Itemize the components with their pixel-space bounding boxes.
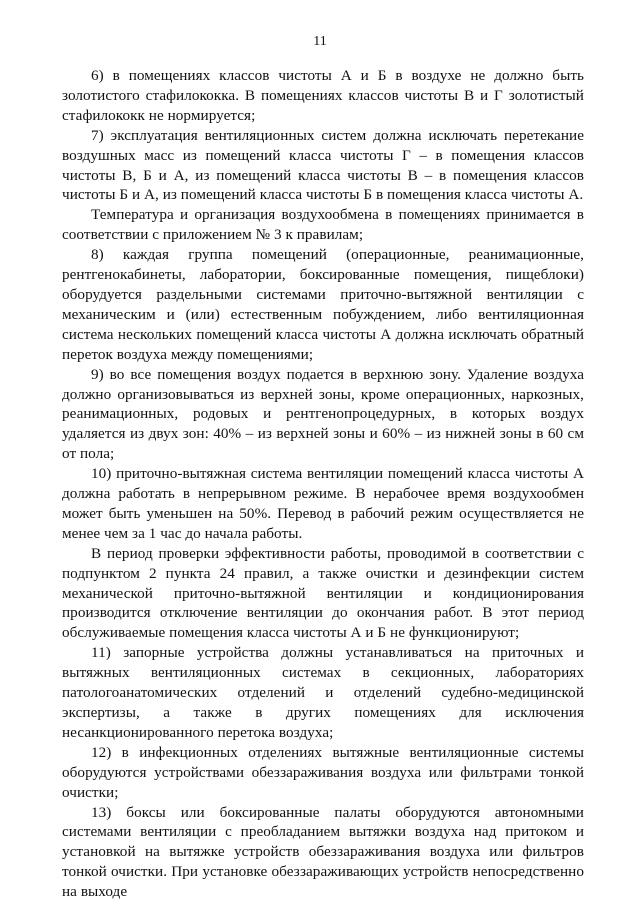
paragraph-item-13: 13) боксы или боксированные палаты оборудуются автономными системами вентиляции с преобладанием вытяжки воздуха над притоком и установкой на вытяжке устройств обеззараживания воздуха или фильтров тонкой очистки. При установке обеззараживающих устройств непосредственно на выходе — [62, 803, 584, 901]
paragraph-temperature: Температура и организация воздухообмена в помещениях принимается в соответствии с приложением № 3 к правилам; — [62, 206, 584, 244]
paragraph-item-7: 7) эксплуатация вентиляционных систем должна исключать перетекание воздушных масс из помещений класса чистоты Г – в помещения классов чистоты В, Б и А, из помещений класса чистоты В – в помещения классов чистоты Б и А, из помещений класса чистоты Б в помещения класса чистоты А. — [62, 126, 584, 204]
paragraph-item-9: 9) во все помещения воздух подается в верхнюю зону. Удаление воздуха должно организовываться из верхней зоны, кроме операционных, наркозных, реанимационных, родовых и рентгенопроцедурных, в которых воздух удаляется из двух зон: 40% – из верхней зоны и 60% – из нижней зоны в 60 см от пола; — [62, 365, 584, 463]
paragraph-item-12: 12) в инфекционных отделениях вытяжные вентиляционные системы оборудуются устройствами обеззараживания воздуха или фильтрами тонкой очистки; — [62, 743, 584, 801]
paragraph-inspection-period: В период проверки эффективности работы, проводимой в соответствии с подпунктом 2 пункта 24 правил, а также очистки и дезинфекции систем механической приточно-вытяжной вентиляции и кондиционирования производится отключение вентиляции до окончания работ. В этот период обслуживаемые помещения класса чистоты А и Б не функционируют; — [62, 544, 584, 642]
document-body — [62, 66, 584, 902]
page-number: 11 — [313, 34, 327, 49]
paragraph-item-11: 11) запорные устройства должны устанавливаться на приточных и вытяжных вентиляционных системах в секционных, лабораториях патологоанатомических отделений и отделений судебно-медицинской экспертизы, а также в других помещениях для исключения несанкционированного перетока воздуха; — [62, 644, 584, 741]
paragraph-item-6: 6) в помещениях классов чистоты А и Б в воздухе не должно быть золотистого стафилококка. В помещениях классов чистоты В и Г золотистый стафилококк не нормируется; — [62, 67, 584, 124]
paragraph-item-10: 10) приточно-вытяжная система вентиляции помещений класса чистоты А должна работать в непрерывном режиме. В нерабочее время воздухообмен может быть уменьшен на 50%. Перевод в рабочий режим осуществляется не менее чем за 1 час до начала работы. — [62, 465, 584, 542]
paragraph-item-8: 8) каждая группа помещений (операционные, реанимационные, рентгенокабинеты, лаборатории, боксированные помещения, пищеблоки) оборудуется раздельными системами приточно-вытяжной вентиляции с механическим и (или) естественным побуждением, либо вентиляционная система нескольких помещений класса чистоты А должна исключать обратный переток воздуха между помещениями; — [62, 246, 584, 363]
